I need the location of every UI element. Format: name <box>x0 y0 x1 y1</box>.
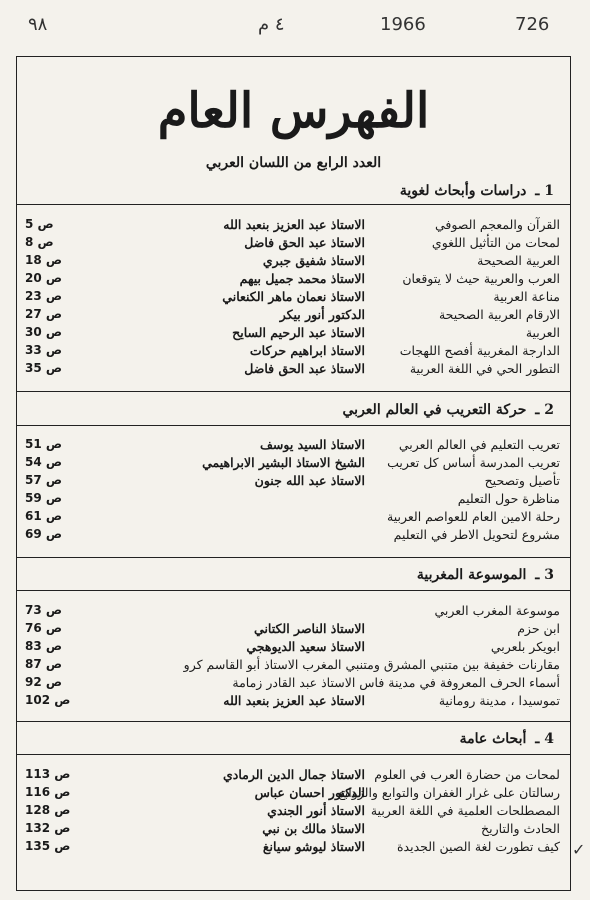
entry-author: الاستاذ عبد الحق فاضل <box>244 361 365 376</box>
entry-title: العرب والعربية حيث لا يتوقعان <box>402 271 560 286</box>
handwritten-code: 726 <box>515 14 550 35</box>
entry-author: الاستاذ شفيق جبري <box>262 253 365 268</box>
index-entry <box>25 621 560 639</box>
entry-page: ص 92 <box>25 675 63 689</box>
entry-title: ابن حزم <box>517 621 560 636</box>
entry-author: الاستاذ ابراهيم حركات <box>249 343 365 358</box>
entry-page: ص 128 <box>25 803 71 817</box>
handwritten-year: 1966 <box>380 14 426 35</box>
index-entry <box>25 343 560 361</box>
entry-author: الاستاذ عبد الحق فاضل <box>244 235 365 250</box>
entry-author: الاستاذ مالك بن نبي <box>262 821 365 836</box>
section-title: أبحاث عامة <box>459 731 527 747</box>
index-entry <box>25 821 560 839</box>
entry-title: مناعة العربية <box>493 289 560 304</box>
entry-author: الاستاذ عبد العزيز بنعبد الله <box>223 217 365 232</box>
entry-page: ص 23 <box>25 289 63 303</box>
entry-author: الاستاذ جمال الدين الرمادي <box>223 767 365 782</box>
entry-page: ص 54 <box>25 455 63 469</box>
section-divider <box>17 557 570 558</box>
entry-page: ص 132 <box>25 821 71 835</box>
section-divider <box>17 391 570 392</box>
section-title: حركة التعريب في العالم العربي <box>342 402 527 418</box>
index-entry <box>25 253 560 271</box>
entry-page: ص 35 <box>25 361 63 375</box>
index-entry <box>25 217 560 235</box>
entry-page: ص 59 <box>25 491 63 505</box>
index-entry <box>25 803 560 821</box>
section-divider <box>17 721 570 722</box>
handwritten-issue: ٤ م <box>258 14 285 35</box>
entry-title: رحلة الامين العام للعواصم العربية <box>387 509 560 524</box>
entry-title: مقارنات خفيفة بين متنبي المشرق ومتنبي المغرب الاستاذ أبو القاسم كرو <box>183 657 560 672</box>
section-number: 2 ـ <box>535 402 554 418</box>
entry-author: الاستاذ ليوشو سيانغ <box>262 839 365 854</box>
index-entry <box>25 785 560 803</box>
index-entry <box>25 675 560 693</box>
entry-page: ص 69 <box>25 527 63 541</box>
entry-title: تأصيل وتصحيح <box>484 473 560 488</box>
index-entry <box>25 473 560 491</box>
entry-title: المصطلحات العلمية في اللغة العربية <box>370 803 560 818</box>
entry-title: التطور الحي في اللغة العربية <box>409 361 560 376</box>
entry-author: الاستاذ محمد جميل بيهم <box>239 271 365 286</box>
entry-page: ص 27 <box>25 307 63 321</box>
entry-author: الاستاذ السيد يوسف <box>259 437 365 452</box>
entry-page: ص 83 <box>25 639 63 653</box>
index-entry <box>25 289 560 307</box>
check-mark-icon: ✓ <box>572 840 586 859</box>
index-entry <box>25 527 560 545</box>
index-entry <box>25 491 560 509</box>
page-subtitle: العدد الرابع من اللسان العربي <box>205 155 382 171</box>
index-entry <box>25 235 560 253</box>
entry-page: ص 61 <box>25 509 63 523</box>
entry-title: رسالتان على غرار الغفران والتوابع والزوابع <box>338 785 560 800</box>
section-number: 3 ـ <box>535 567 554 583</box>
entry-page: ص 73 <box>25 603 63 617</box>
entry-page: ص 116 <box>25 785 71 799</box>
entry-page: ص 135 <box>25 839 71 853</box>
entry-page: ص 30 <box>25 325 63 339</box>
index-entry <box>25 307 560 325</box>
entry-page: ص 57 <box>25 473 63 487</box>
entry-title: تعريب المدرسة أساس كل تعريب <box>387 455 560 470</box>
entry-title: مشروع لتحويل الاطر في التعليم <box>393 527 560 542</box>
entry-author: الاستاذ الناصر الكتاني <box>254 621 365 636</box>
entry-author: الدكتور أنور بيكر <box>279 307 365 322</box>
entry-author: الدكتور احسان عباس <box>254 785 365 800</box>
entry-title: الدارجة المغربية أفصح اللهجات <box>399 343 560 358</box>
entry-title: أسماء الحرف المعروفة في مدينة فاس الاستاذ عبد القادر زمامة <box>232 675 560 690</box>
index-entry <box>25 639 560 657</box>
entry-page: ص 102 <box>25 693 71 707</box>
entry-page: ص 113 <box>25 767 71 781</box>
entry-author: الاستاذ عبد الله جنون <box>254 473 365 488</box>
index-entry <box>25 325 560 343</box>
index-frame <box>16 56 571 891</box>
index-entry <box>25 657 560 675</box>
entry-title: موسوعة المغرب العربي <box>434 603 560 618</box>
entry-title: مناظرة حول التعليم <box>457 491 560 506</box>
entry-page: ص 51 <box>25 437 63 451</box>
entry-page: ص 20 <box>25 271 63 285</box>
index-entry <box>25 361 560 379</box>
section-heading <box>400 183 554 199</box>
entry-title: ابويكر بلعربي <box>490 639 560 654</box>
entry-page: ص 33 <box>25 343 63 357</box>
entry-title: القرآن والمعجم الصوفي <box>434 217 560 232</box>
entry-page: ص 8 <box>25 235 54 249</box>
index-entry <box>25 693 560 711</box>
entry-page: ص 87 <box>25 657 63 671</box>
entry-page: ص 5 <box>25 217 54 231</box>
section-title: الموسوعة المغربية <box>416 567 527 583</box>
section-divider <box>17 754 570 755</box>
section-number: 1 ـ <box>535 183 554 199</box>
entry-title: تموسيدا ، مدينة رومانية <box>438 693 560 708</box>
section-heading <box>460 731 554 747</box>
index-entry <box>25 437 560 455</box>
index-entry <box>25 839 560 857</box>
index-entry <box>25 271 560 289</box>
entry-title: الحادث والتاريخ <box>481 821 560 836</box>
entry-page: ص 76 <box>25 621 63 635</box>
entry-author: الشيخ الاستاذ البشير الابراهيمي <box>202 455 365 470</box>
index-entry <box>25 767 560 785</box>
entry-author: الاستاذ عبد الرحيم السايح <box>232 325 365 340</box>
section-heading <box>343 402 554 418</box>
section-title: دراسات وأبحاث لغوية <box>399 183 527 199</box>
section-number: 4 ـ <box>535 731 554 747</box>
entry-title: العربية <box>525 325 560 340</box>
section-heading <box>417 567 554 583</box>
index-entry <box>25 603 560 621</box>
section-divider <box>17 590 570 591</box>
handwritten-number: ٩٨ <box>28 14 48 35</box>
index-entry <box>25 509 560 527</box>
index-entry <box>25 455 560 473</box>
entry-author: الاستاذ عبد العزيز بنعبد الله <box>223 693 365 708</box>
entry-title: الارقام العربية الصحيحة <box>438 307 560 322</box>
entry-title: العربية الصحيحة <box>477 253 560 268</box>
section-divider <box>17 425 570 426</box>
page-title: الفهرس العام <box>157 83 430 139</box>
entry-title: تعريب التعليم في العالم العربي <box>398 437 560 452</box>
entry-title: كيف تطورت لغة الصين الجديدة <box>396 839 560 854</box>
entry-author: الاستاذ نعمان ماهر الكنعاني <box>222 289 365 304</box>
entry-author: الاستاذ سعيد الديوهجي <box>246 639 365 654</box>
entry-title: لمحات من التأثيل اللغوي <box>431 235 560 250</box>
entry-author: الاستاذ أنور الجندي <box>267 803 365 818</box>
entry-title: لمحات من حضارة العرب في العلوم <box>374 767 560 782</box>
entry-page: ص 18 <box>25 253 63 267</box>
section-divider <box>17 204 570 205</box>
